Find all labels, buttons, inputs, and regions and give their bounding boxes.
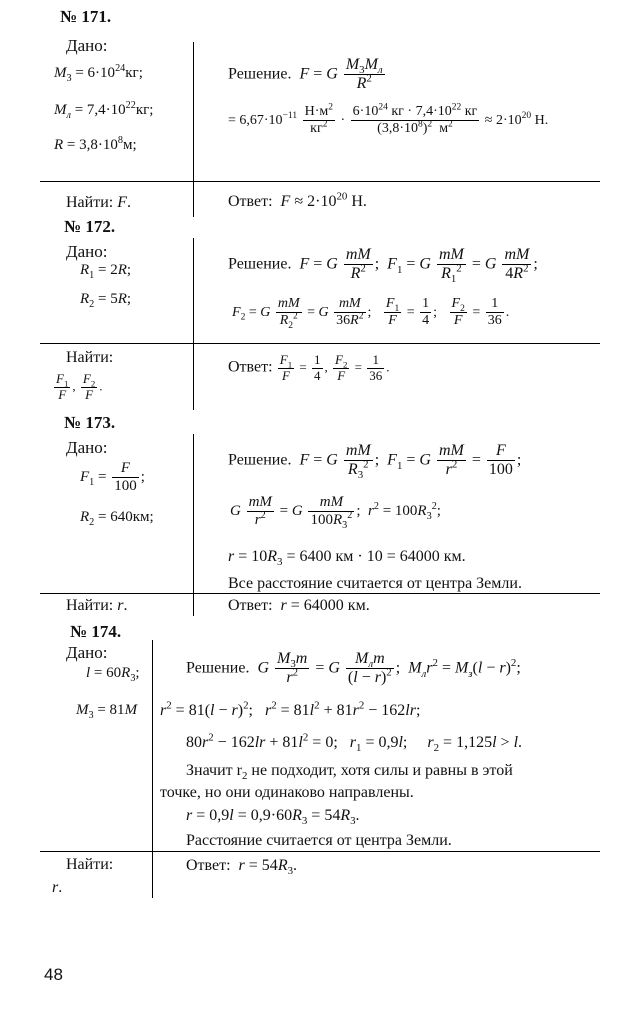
problem-172-find-label: Найти:: [66, 349, 114, 366]
problem-174-given-label: Дано:: [66, 643, 108, 662]
problem-173-given-1: $F_1$ = $\frac{F}{100}$ ;: [80, 460, 145, 495]
problem-174-solution-6: Расстояние считается от центра Земли.: [186, 832, 452, 849]
problem-172-divider: [40, 343, 600, 344]
problem-172-answer: Ответ: $\frac{F_1}{F}$ = $\frac{1}{4}$ , $\frac{F_2}{F}$ = $\frac{1}{36}$ .: [228, 352, 390, 383]
page-number: 48: [44, 965, 63, 984]
problem-174-find: r.: [52, 879, 63, 896]
problem-171-column-line: [193, 42, 194, 217]
problem-173-solution-3: $r = 10R_3 = 6400$ км · 10 = 64000 км.: [228, 548, 466, 569]
problem-173-number: № 173.: [64, 413, 116, 432]
problem-172-solution-1: Решение. F = G $\frac{mM}{R^2}$ ; $F_1 = G$ $\frac{mM}{R_1^2}$ = G $\frac{mM}{4R^2}$ ;: [228, 246, 538, 286]
problem-171-answer: Ответ: $F \approx 2\cdot 10^{20}$ Н.: [228, 190, 367, 210]
problem-172-find: $\frac{F_1}{F}$ , $\frac{F_2}{F}$ .: [56, 371, 103, 402]
problem-174-solution-1: Решение. G $\frac{M_3m}{r^2}$ = G $\frac{M_лm}{(l - r)^2}$ ; $M_лr^2 = M_з(l - r)^2$;: [186, 650, 521, 687]
problem-171-given-2: $M_л = 7,4\cdot 10^{22}кг$;: [54, 100, 154, 121]
problem-172-given-label: Дано:: [66, 242, 108, 261]
problem-174-solution-4b: точке, но они одинаково направлены.: [160, 784, 414, 801]
problem-174-given-1: $l = 60R_3$;: [86, 665, 140, 684]
problem-173-given-2: $R_2 = 640км$;: [80, 509, 154, 528]
problem-174-number: № 174.: [70, 622, 122, 641]
problem-174-column-line: [152, 640, 153, 898]
problem-174-solution-4a: Значит $r_2$ не подходит, хотя силы и равны в этой: [186, 762, 513, 783]
problem-171-solution-1: Решение. F = G $\frac{M_3M_л}{R^2}$: [228, 56, 383, 93]
problem-172-column-line: [193, 238, 194, 410]
problem-173-solution-2: G $\frac{mM}{r^2}$ = G $\frac{mM}{100R_3^2}$ ; $r^2 = 100R_3^2$;: [230, 494, 441, 532]
problem-173-find: Найти: r.: [66, 597, 128, 614]
problem-174-solution-3: $80r^2 - 162lr + 81l^2 = 0$; $r_1 = 0,9l$; $r_2 = 1,125l > l$.: [186, 731, 523, 755]
problem-171-given-1: $M_3 = 6\cdot 10^{24}кг$;: [54, 63, 143, 84]
problem-173-solution-1: Решение. F = G $\frac{mM}{R_3^2}$ ; $F_1 = G$ $\frac{mM}{r^2}$ = $\frac{F}{100}$ ;: [228, 442, 522, 482]
problem-174-solution-5: $r = 0,9l = 0,9\cdot 60R_3 = 54R_3$.: [186, 807, 360, 828]
problem-171-divider: [40, 181, 600, 182]
problem-173-answer: Ответ: r = 64000 км.: [228, 597, 370, 614]
problem-171-given-label: Дано:: [66, 36, 108, 55]
problem-174-find-label: Найти:: [66, 856, 114, 873]
problem-172-solution-2: $F_2 = G$ $\frac{mM}{R_2^2}$ = G $\frac{mM}{36R^2}$ ; $\frac{F_1}{F}$ = $\frac{1}{4}$ ; $\frac{F_2}{F}$ = $\frac{1}{36}$ .: [232, 296, 510, 331]
problem-173-divider: [40, 593, 600, 594]
problem-173-solution-4: Все расстояние считается от центра Земли.: [228, 575, 522, 592]
problem-174-answer: Ответ: $r = 54R_3$.: [186, 857, 298, 878]
problem-171-number: № 171.: [60, 7, 112, 26]
problem-174-solution-2: $r^2 = 81(l - r)^2$; $r^2 = 81l^2 + 81r^2 - 162lr$;: [160, 699, 421, 719]
problem-172-given-1: $R_1 = 2R$;: [80, 262, 132, 281]
problem-171-find: Найти: F.: [66, 194, 131, 211]
problem-174-given-2: $M_3 = 81M$: [76, 702, 138, 721]
problem-174-divider: [40, 851, 600, 852]
problem-172-given-2: $R_2 = 5R$;: [80, 291, 132, 310]
problem-173-given-label: Дано:: [66, 438, 108, 457]
problem-172-number: № 172.: [64, 217, 116, 236]
problem-171-given-3: $R = 3,8\cdot 10^8м$;: [54, 135, 137, 153]
problem-171-solution-2: = $6,67\cdot 10^{-11}$ $\frac{Н\cdot м^2}{кг^2}$ · $\frac{6\cdot 10^{24} кг \cdot 7,4\cdot 10^{22} кг}{(3,8\cdot 10^8)^2 м^2}$ ≈ $2\cdot 10^{20}$ Н.: [228, 102, 549, 137]
problem-173-column-line: [193, 434, 194, 616]
